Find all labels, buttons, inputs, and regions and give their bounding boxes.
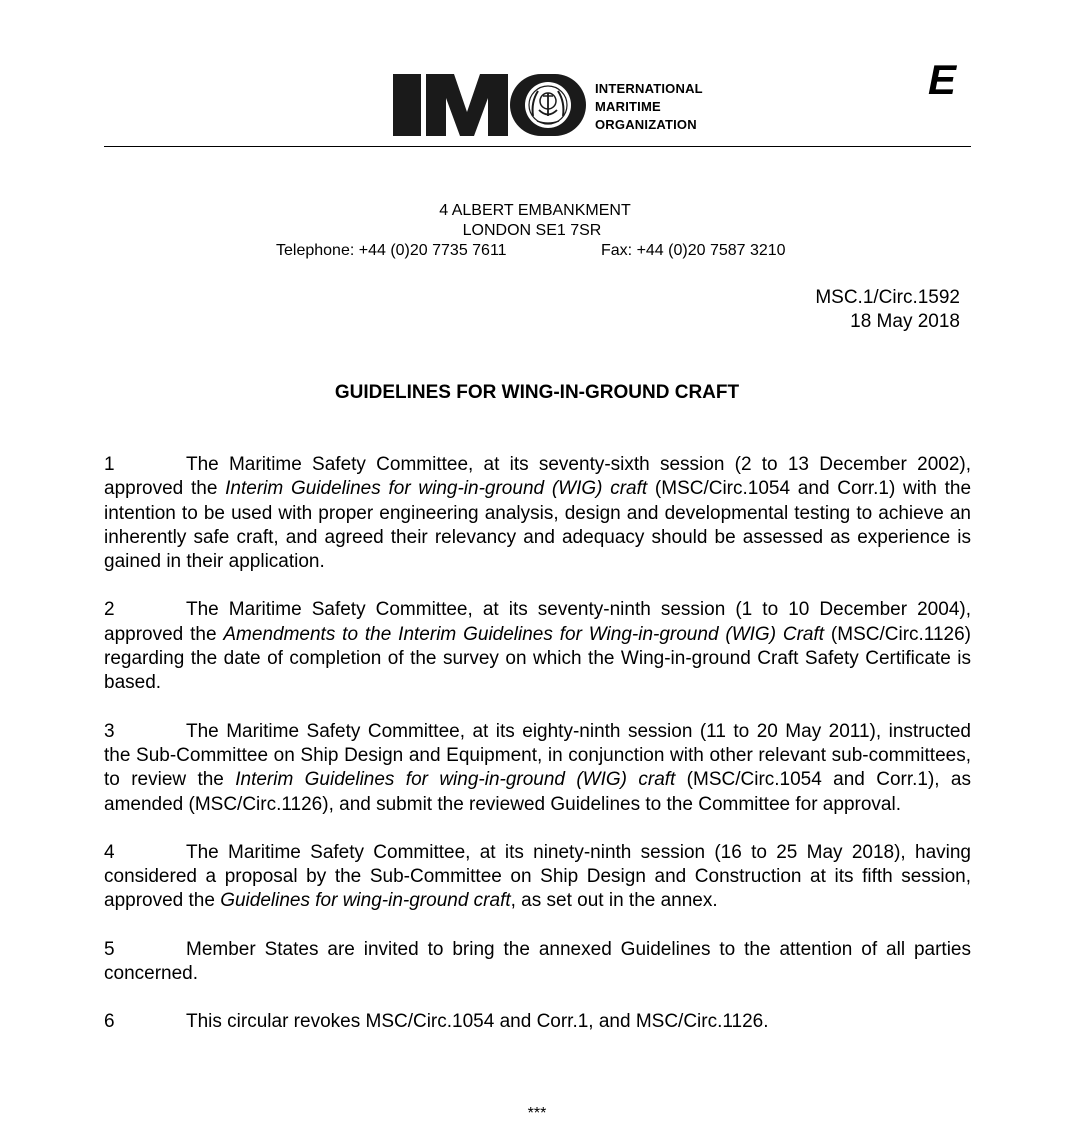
paragraph-number: 6 [104,1011,115,1033]
paragraph-italic-title: Amendments to the Interim Guidelines for Wing-in-ground (WIG) Craft [223,623,825,645]
org-name-line: MARITIME [595,99,661,114]
paragraph [104,841,971,914]
paragraph-number: 1 [104,454,115,475]
paragraph [104,1010,971,1034]
header-divider [104,146,971,147]
paragraph [104,938,971,987]
body-paragraphs [104,453,971,1059]
org-name-line: ORGANIZATION [595,117,697,132]
imo-logo-graphic [392,72,592,138]
telephone: Telephone: +44 (0)20 7735 7611 [276,242,507,259]
document-symbol: MSC.1/Circ.1592 [815,287,960,308]
paragraph-number: 4 [104,841,115,863]
fax: Fax: +44 (0)20 7587 3210 [601,242,786,259]
paragraph-text: (MSC/Circ.1054 and Corr.1), as amended (MSC/Circ.1126), and submit the reviewed Guidelines to the Committee for approval. [104,769,971,815]
document-title: GUIDELINES FOR WING-IN-GROUND CRAFT [334,382,740,403]
paragraph-text: The Maritime Safety Committee, at its seventy-ninth session (1 to 10 December 2004), approved the [104,599,971,645]
document-reference [815,286,960,334]
paragraph-number: 5 [104,938,115,960]
paragraph-text: (MSC/Circ.1054 and Corr.1) with the intention to be used with proper engineering analysis, design and developmental testing to achieve an inherently safe craft, and agreed their relevancy and adequacy should be assessed as experience is gained in their application. [104,478,972,573]
paragraph-text: , as set out in the annex. [510,890,718,912]
address-line-1: 4 ALBERT EMBANKMENT [439,202,631,219]
paragraph-text: Member States are invited to bring the annexed Guidelines to the attention of all parties concerned. [104,938,971,985]
paragraph-text: (MSC/Circ.1126) regarding the date of completion of the survey on which the Wing-in-ground Craft Safety Certificate is based. [104,623,971,694]
language-code: E [928,56,957,103]
org-name-line: INTERNATIONAL [595,81,703,96]
paragraph-text: This circular revokes MSC/Circ.1054 and Corr.1, and MSC/Circ.1126. [186,1011,769,1033]
paragraph-text: The Maritime Safety Committee, at its eighty-ninth session (11 to 20 May 2011), instructed the Sub-Committee on Ship Design and Equipment, in conjunction with other relevant sub-committees, to review the [104,720,971,791]
paragraph [104,598,971,695]
paragraph-number: 2 [104,599,115,621]
paragraph-italic-title: Interim Guidelines for wing-in-ground (WIG) craft [225,478,648,500]
paragraph [104,720,971,817]
paragraph [104,453,971,574]
address-line-2: LONDON SE1 7SR [462,222,602,239]
paragraph-text: The Maritime Safety Committee, at its seventy-sixth session (2 to 13 December 2002), approved the [104,454,971,500]
paragraph-italic-title: Guidelines for wing-in-ground craft [220,890,511,912]
paragraph-text: The Maritime Safety Committee, at its ninety-ninth session (16 to 25 May 2018), having considered a proposal by the Sub-Committee on Ship Design and Construction at its fifth session, approved the [104,841,971,912]
document-date: 18 May 2018 [850,311,960,332]
paragraph-number: 3 [104,720,115,742]
end-mark: *** [527,1105,547,1122]
paragraph-italic-title: Interim Guidelines for wing-in-ground (WIG) craft [235,769,676,791]
organization-name [595,80,703,134]
